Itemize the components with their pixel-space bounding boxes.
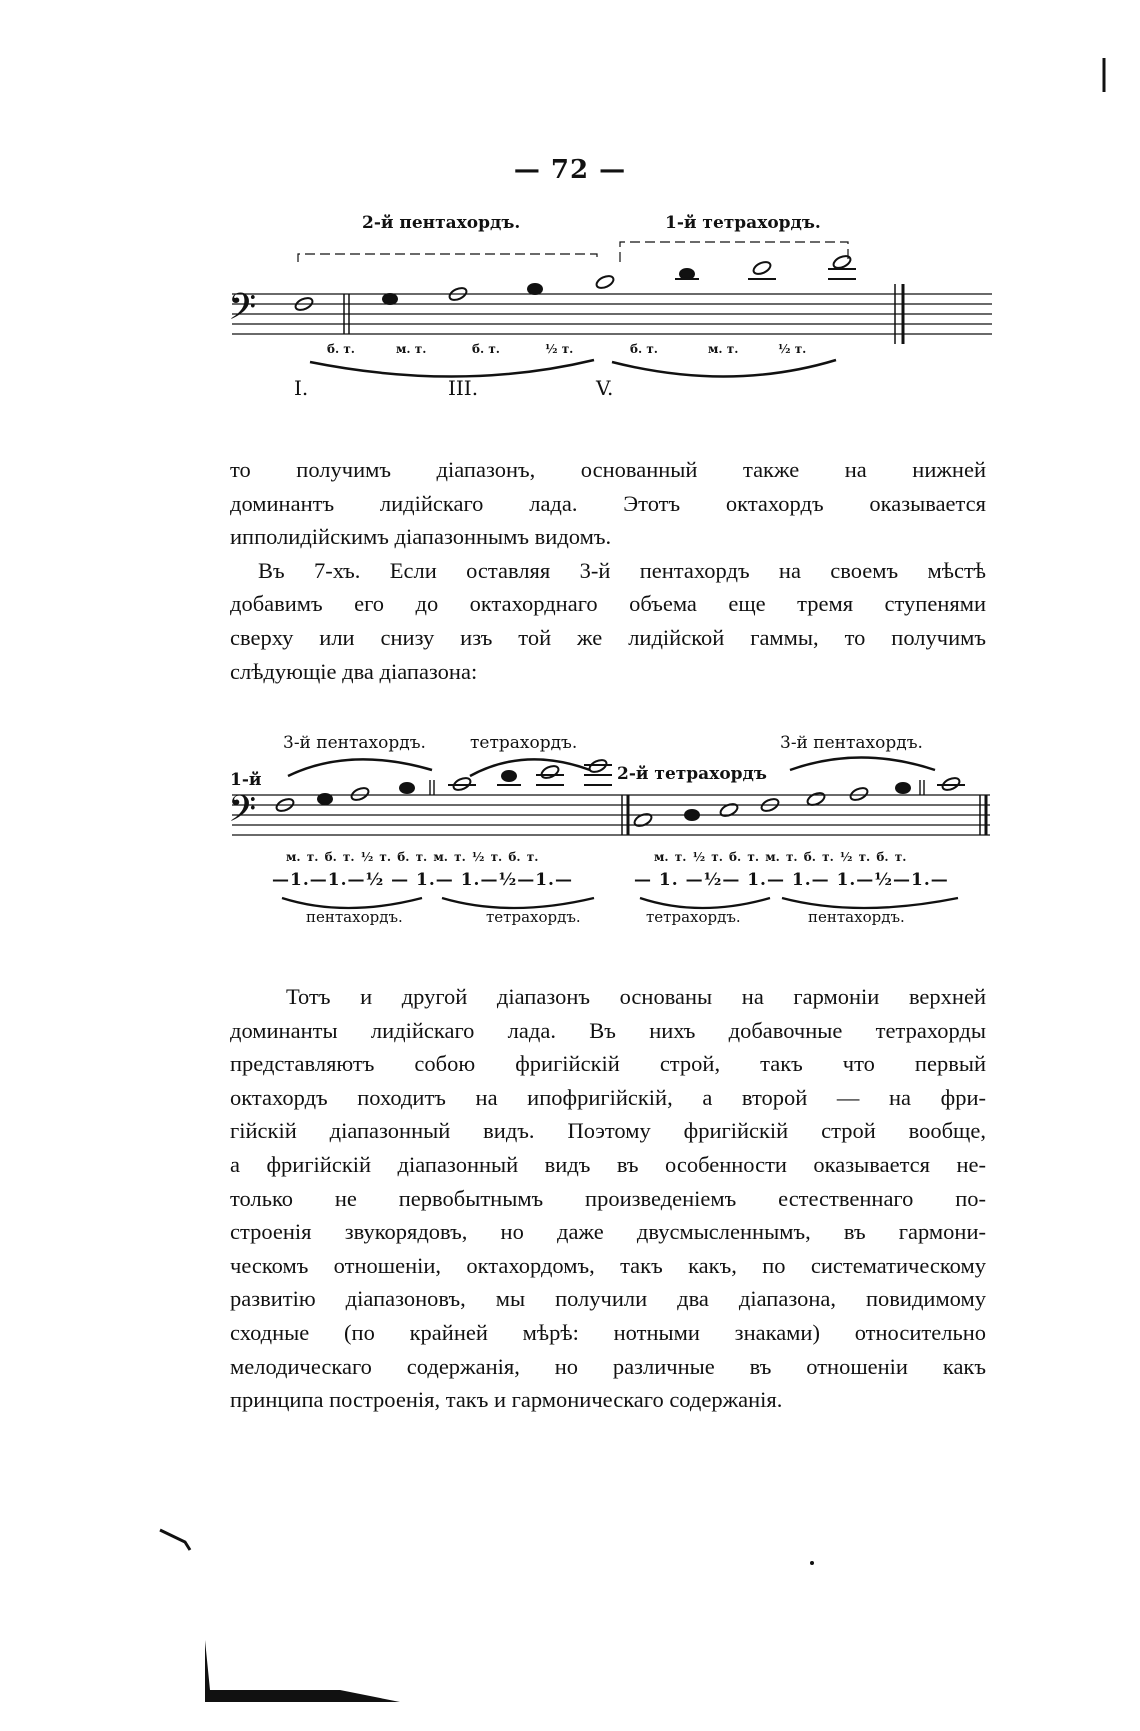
text-line: только не первобытнымъ произведеніемъ естественнаго по- <box>230 1185 986 1211</box>
text-line: сверху или снизу изъ той же лидійской гаммы, то получимъ <box>230 624 986 650</box>
intervals-right: м. т. ½ т. б. т. м. т. б. т. ½ т. б. т. <box>654 850 907 864</box>
interval-3: б. т. <box>472 342 500 356</box>
bottom-label: тетрахордъ. <box>646 908 741 926</box>
text-line: добавимъ его до октахорднаго объема еще тремя ступенями <box>230 591 986 617</box>
text-line: мелодическаго содержанія, но различные въ отношеніи какъ <box>230 1353 986 1379</box>
bottom-label: пентахордъ. <box>306 908 403 926</box>
text-line: представляютъ собою фригійскій строй, такъ что первый <box>230 1051 986 1077</box>
degree-3: III. <box>448 376 479 400</box>
text-line: то получимъ діапазонъ, основанный также на нижней <box>230 457 986 482</box>
text-line: сходные (по крайней мѣрѣ: нотными знаками) относительно <box>230 1319 986 1345</box>
text-line: строенія звукорядовъ, но даже двусмысленнымъ, въ гармони- <box>230 1219 986 1245</box>
text-line: гійскій діапазонный видъ. Поэтому фригійскій строй вообще, <box>230 1118 986 1144</box>
label-second-tetrachord: 2-й тетрахордъ <box>617 764 767 784</box>
text-line: а фригійскій діапазонный видъ въ особенности оказывается не- <box>230 1151 986 1177</box>
degree-1: I. <box>294 376 309 400</box>
degree-5: V. <box>596 376 614 400</box>
interval-5: б. т. <box>630 342 658 356</box>
bottom-label: тетрахордъ. <box>486 908 581 926</box>
text-line: Въ 7-хъ. Если оставляя 3-й пентахордъ на своемъ мѣстѣ <box>258 557 986 583</box>
bottom-label: пентахордъ. <box>808 908 905 926</box>
text-line: октахордъ походитъ на ипофригійскій, а второй — на фри- <box>230 1084 986 1110</box>
interval-7: ½ т. <box>778 342 807 356</box>
text-line: ипполидійскимъ діапазоннымъ видомъ. <box>230 524 612 550</box>
text-line: доминантъ лидійскаго лада. Этотъ октахордъ оказывается <box>230 490 986 516</box>
numbers-left: —1.—1.—½ — 1.— 1.—½—1.— <box>272 870 573 890</box>
bass-clef-icon: 𝄢 <box>228 286 257 337</box>
interval-6: м. т. <box>708 342 739 356</box>
bass-clef-icon: 𝄢 <box>228 788 257 839</box>
intervals-left: м. т. б. т. ½ т. б. т. м. т. ½ т. б. т. <box>286 850 539 864</box>
text-line: слѣдующіе два діапазона: <box>230 658 478 684</box>
label-third-pentachord-left: 3-й пентахордъ. <box>283 733 426 753</box>
text-line: Тотъ и другой діапазонъ основаны на гармоніи верхней <box>286 984 986 1009</box>
numbers-right: — 1. —½— 1.— 1.— 1.—½—1.— <box>634 870 949 890</box>
interval-4: ½ т. <box>545 342 574 356</box>
page-number: — 72 — <box>513 155 627 185</box>
text-line: принципа построенія, такъ и гармоническаго содержанія. <box>230 1387 783 1413</box>
text-line: развитію діапазоновъ, мы получили два діапазона, повидимому <box>230 1286 986 1312</box>
text-line: доминанты лидійскаго лада. Въ нихъ добавочные тетрахорды <box>230 1017 986 1043</box>
interval-2: м. т. <box>396 342 427 356</box>
label-first: 1-й <box>230 770 262 790</box>
label-second-pentachord: 2-й пентахордъ. <box>362 213 521 233</box>
interval-1: б. т. <box>327 342 355 356</box>
label-tetrachord-top: тетрахордъ. <box>470 733 578 753</box>
text-line: ческомъ отношеніи, октахордомъ, такъ какъ, по систематическому <box>230 1252 986 1278</box>
label-third-pentachord-right: 3-й пентахордъ. <box>780 733 923 753</box>
label-first-tetrachord: 1-й тетрахордъ. <box>665 213 821 233</box>
